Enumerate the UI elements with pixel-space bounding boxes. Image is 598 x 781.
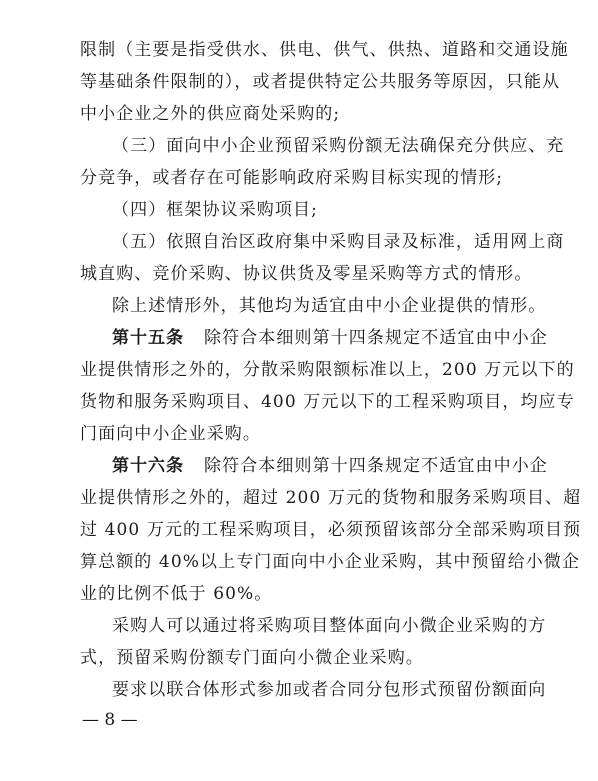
text-line: 门面向中小企业采购。	[80, 424, 261, 444]
article-15-title: 第十五条	[112, 328, 184, 348]
text-line: （四）框架协议采购项目;	[112, 200, 318, 220]
text-line: 等基础条件限制的），或者提供特定公共服务等原因，只能从	[80, 72, 561, 92]
text-line: 式，预留采购份额专门面向小微企业采购。	[80, 648, 424, 668]
article-16-title: 第十六条	[112, 456, 184, 476]
text-line: 中小企业之外的供应商处采购的;	[80, 104, 341, 124]
text-line: 过 400 万元的工程采购项目，必须预留该部分全部采购项目预	[80, 520, 582, 540]
text-line: 城直购、竞价采购、协议供货及零星采购等方式的情形。	[80, 264, 533, 284]
article-15-line	[112, 328, 548, 348]
text-line: 分竞争，或者存在可能影响政府采购目标实现的情形;	[80, 168, 504, 188]
text-line: （三）面向中小企业预留采购份额无法确保充分供应、充	[112, 136, 565, 156]
text-line: 算总额的 40%以上专门面向中小企业采购，其中预留给小微企	[80, 552, 581, 572]
text-line: （五）依照自治区政府集中采购目录及标准，适用网上商	[112, 232, 565, 252]
page-number: — 8 —	[82, 710, 138, 730]
text-line: 限制（主要是指受供水、供电、供气、供热、道路和交通设施	[80, 40, 569, 60]
text-line: 业的比例不低于 60%。	[80, 584, 273, 604]
text-line: 业提供情形之外的，超过 200 万元的货物和服务采购项目、超	[80, 488, 582, 508]
text-line: 除上述情形外，其他均为适宜由中小企业提供的情形。	[112, 296, 547, 316]
text-line: 货物和服务采购项目、400 万元以下的工程采购项目，均应专	[80, 392, 575, 412]
text-line: 要求以联合体形式参加或者合同分包形式预留份额面向	[112, 680, 547, 700]
article-16-line	[112, 456, 548, 476]
article-15-text: 除符合本细则第十四条规定不适宜由中小企	[204, 328, 548, 348]
text-line: 采购人可以通过将采购项目整体面向小微企业采购的方	[112, 616, 547, 636]
text-line: 业提供情形之外的，分散采购限额标准以上，200 万元以下的	[80, 360, 575, 380]
article-16-text: 除符合本细则第十四条规定不适宜由中小企	[204, 456, 548, 476]
